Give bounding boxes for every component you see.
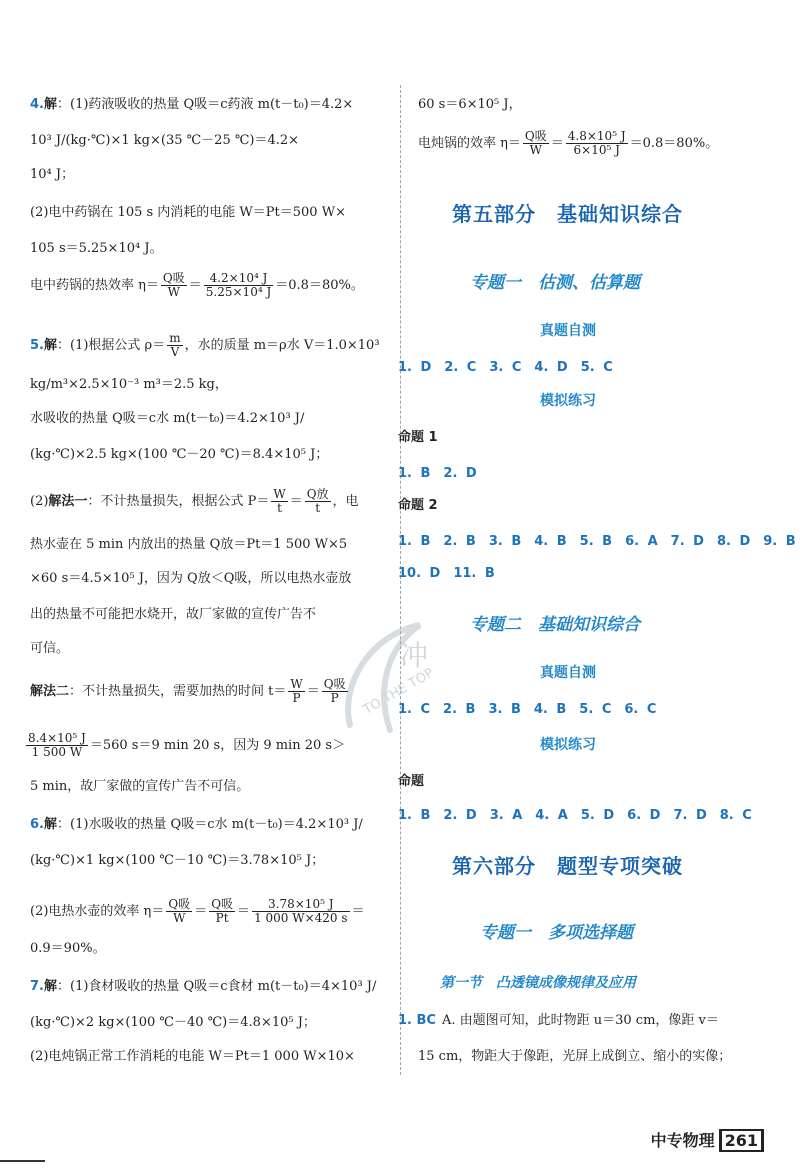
q5-line-9: 可信。 [30, 641, 70, 656]
real-exam-heading-1: 真题自测 [540, 323, 596, 339]
q5-head: 解 [43, 338, 57, 353]
section-1-heading: 第一节 凸透镜成像规律及应用 [440, 975, 636, 991]
q5-line-11: $\frac{\text{8.4×10⁵ J}}{1 500 W}$ ＝560 s＝9 min 20 s，因为 9 min 20 s＞ [28, 731, 346, 759]
q5-power-fraction-2: $\frac{\text{Q放}}{t}$ [306, 487, 329, 515]
proposition-2-label: 命题 2 [398, 498, 438, 513]
topic-3-heading: 专题一 多项选择题 [480, 923, 633, 943]
q5-line-12: 5 min，故厂家做的宣传广告不可信。 [30, 779, 250, 794]
q4-eff-label: 电中药锅的热效率 η＝ [30, 278, 159, 293]
q4-line-3: 10⁴ J； [30, 167, 75, 182]
q6-line-1: 6.解：(1)水吸收的热量 Q吸＝c水 m(t－t₀)＝4.2×10³ J/ [30, 817, 363, 832]
q6-fraction-3: $\frac{\text{3.78×10⁵ J}}{1 000 W\times 420 s}$ [254, 897, 348, 925]
q7-fraction-2: $\frac{\text{4.8×10⁵ J}}{\text{6×10⁵ J}}$ [567, 129, 626, 157]
book-title: 中专物理 [650, 1131, 715, 1150]
q7-head: 解 [43, 979, 57, 994]
q4-line-1 [30, 96, 353, 114]
q6-number: 6. [30, 817, 44, 832]
q5-time-fraction-1: $\frac{W}{P}$ [290, 677, 303, 705]
q1-line-1: 1. BC A. 由题图可知，此时物距 u＝30 cm，像距 v＝ [398, 1013, 719, 1028]
page-number: 261 [719, 1129, 764, 1152]
q5-line-5: (2)解法一：不计热量损失，根据公式 P＝ $\frac{W}{t}$ ＝ $\frac{\text{Q放}}{t}$ ，电 [30, 487, 359, 515]
q5-line-8: 出的热量不可能把水烧开，故厂家做的宣传广告不 [30, 607, 317, 622]
q6-line-2: (kg·℃)×1 kg×(100 ℃－10 ℃)＝3.78×10⁵ J； [30, 853, 325, 868]
watermark-text: TO THE TOP [361, 665, 437, 718]
q4-line-2: 10³ J/(kg·℃)×1 kg×(35 ℃－25 ℃)＝4.2× [30, 133, 300, 148]
q7-line-1: 7.解：(1)食材吸收的热量 Q吸＝c食材 m(t－t₀)＝4×10³ J/ [30, 979, 377, 994]
q4-fraction-1: $\frac{\text{Q吸}}{W}$ [162, 271, 185, 299]
part-6-heading: 第六部分 题型专项突破 [452, 854, 683, 878]
q4-line-6: 电中药锅的热效率 η＝ $\frac{\text{Q吸}}{W}$ ＝ $\frac{\text{4.2×10⁴ J}}{\text{5.25×10⁴ J}}$ ＝0.8＝80%。 [30, 271, 364, 299]
answers-proposition-2-row-1: 1. B 2. B 3. B 4. B 5. B 6. A 7. D 8. D 9. B [398, 534, 796, 549]
corner-mark [0, 1160, 45, 1162]
watermark-char: 冲 [400, 639, 429, 672]
q5-density-fraction: $\frac{m}{V}$ [169, 331, 181, 359]
q6-line-3: (2)电热水壶的效率 η＝ $\frac{\text{Q吸}}{W}$ ＝ $\frac{\text{Q吸}}{Pt}$ ＝ $\frac{\text{3.78×10⁵ J}}{1 000 W\times 420 s}$ ＝ [30, 897, 365, 925]
proposition-1-label: 命题 1 [398, 430, 438, 445]
q4-number: 4. [30, 97, 44, 112]
q5-number: 5. [30, 338, 44, 353]
q5-line-4: (kg·℃)×2.5 kg×(100 ℃－20 ℃)＝8.4×10⁵ J； [30, 447, 329, 462]
q4-text-1: ：(1)药液吸收的热量 Q吸＝c药液 m(t－t₀)＝4.2× [57, 97, 354, 112]
q4-head: 解 [43, 97, 57, 112]
mock-practice-heading-2: 模拟练习 [540, 737, 596, 753]
q5-line-7: ×60 s＝4.5×10⁵ J，因为 Q放＜Q吸，所以电热水壶放 [30, 571, 352, 586]
mock-practice-heading-1: 模拟练习 [540, 393, 596, 409]
q7-number: 7. [30, 979, 44, 994]
q7-line-3: (2)电炖锅正常工作消耗的电能 W＝Pt＝1 000 W×10× [30, 1049, 355, 1064]
answers-proposition-1: 1. B 2. D [398, 466, 477, 481]
real-exam-heading-2: 真题自测 [540, 665, 596, 681]
q1-answer: 1. BC [398, 1013, 436, 1028]
q4-fraction-2: $\frac{\text{4.2×10⁴ J}}{\text{5.25×10⁴ J}}$ [205, 271, 272, 299]
answers-proposition-2-row-2: 10. D 11. B [398, 566, 495, 581]
q7-fraction-1: $\frac{\text{Q吸}}{W}$ [524, 129, 547, 157]
q1-line-2: 15 cm，物距大于像距，光屏上成倒立、缩小的实像； [418, 1049, 732, 1064]
answers-real-exam-1: 1. D 2. C 3. C 4. D 5. C [398, 360, 613, 375]
watermark-logo [330, 605, 450, 745]
proposition-label: 命题 [398, 774, 425, 789]
q5-time-fraction-3: $\frac{\text{8.4×10⁵ J}}{1 500 W}$ [28, 731, 86, 759]
q7-continued-line: 60 s＝6×10⁵ J， [418, 97, 522, 112]
q5-time-fraction-2: $\frac{\text{Q吸}}{P}$ [323, 677, 346, 705]
q5-line-1: 5.解：(1)根据公式 ρ＝ $\frac{m}{V}$ ，水的质量 m＝ρ水 V＝1.0×10³ [30, 331, 380, 359]
q7-efficiency-line: 电炖锅的效率 η＝ $\frac{\text{Q吸}}{W}$ ＝ $\frac{\text{4.8×10⁵ J}}{\text{6×10⁵ J}}$ ＝0.8＝80%。 [418, 129, 719, 157]
answers-real-exam-2: 1. C 2. B 3. B 4. B 5. C 6. C [398, 702, 657, 717]
q5-method-2: 解法二 [30, 684, 70, 699]
q5-method-1: 解法一 [48, 494, 88, 509]
q5-power-fraction-1: $\frac{W}{t}$ [273, 487, 286, 515]
answers-proposition: 1. B 2. D 3. A 4. A 5. D 6. D 7. D 8. C [398, 808, 752, 823]
q5-line-10: 解法二：不计热量损失，需要加热的时间 t＝ $\frac{W}{P}$ ＝ $\frac{\text{Q吸}}{P}$ [30, 677, 346, 705]
q5-line-2: kg/m³×2.5×10⁻³ m³＝2.5 kg， [30, 377, 228, 392]
q6-line-4: 0.9＝90%。 [30, 941, 106, 956]
q5-line-3: 水吸收的热量 Q吸＝c水 m(t－t₀)＝4.2×10³ J/ [30, 411, 305, 426]
q4-line-5: 105 s＝5.25×10⁴ J。 [30, 241, 163, 256]
q6-fraction-1: $\frac{\text{Q吸}}{W}$ [168, 897, 191, 925]
topic-1-heading: 专题一 估测、估算题 [470, 273, 640, 293]
q4-line-4: (2)电中药锅在 105 s 内消耗的电能 W＝Pt＝500 W× [30, 205, 346, 220]
q7-line-2: (kg·℃)×2 kg×(100 ℃－40 ℃)＝4.8×10⁵ J； [30, 1015, 316, 1030]
topic-2-heading: 专题二 基础知识综合 [470, 615, 640, 635]
page-footer [651, 1128, 764, 1151]
q6-fraction-2: $\frac{\text{Q吸}}{Pt}$ [211, 897, 234, 925]
q6-head: 解 [43, 817, 57, 832]
part-5-heading: 第五部分 基础知识综合 [452, 202, 683, 226]
q5-line-6: 热水壶在 5 min 内放出的热量 Q放＝Pt＝1 500 W×5 [30, 537, 348, 552]
